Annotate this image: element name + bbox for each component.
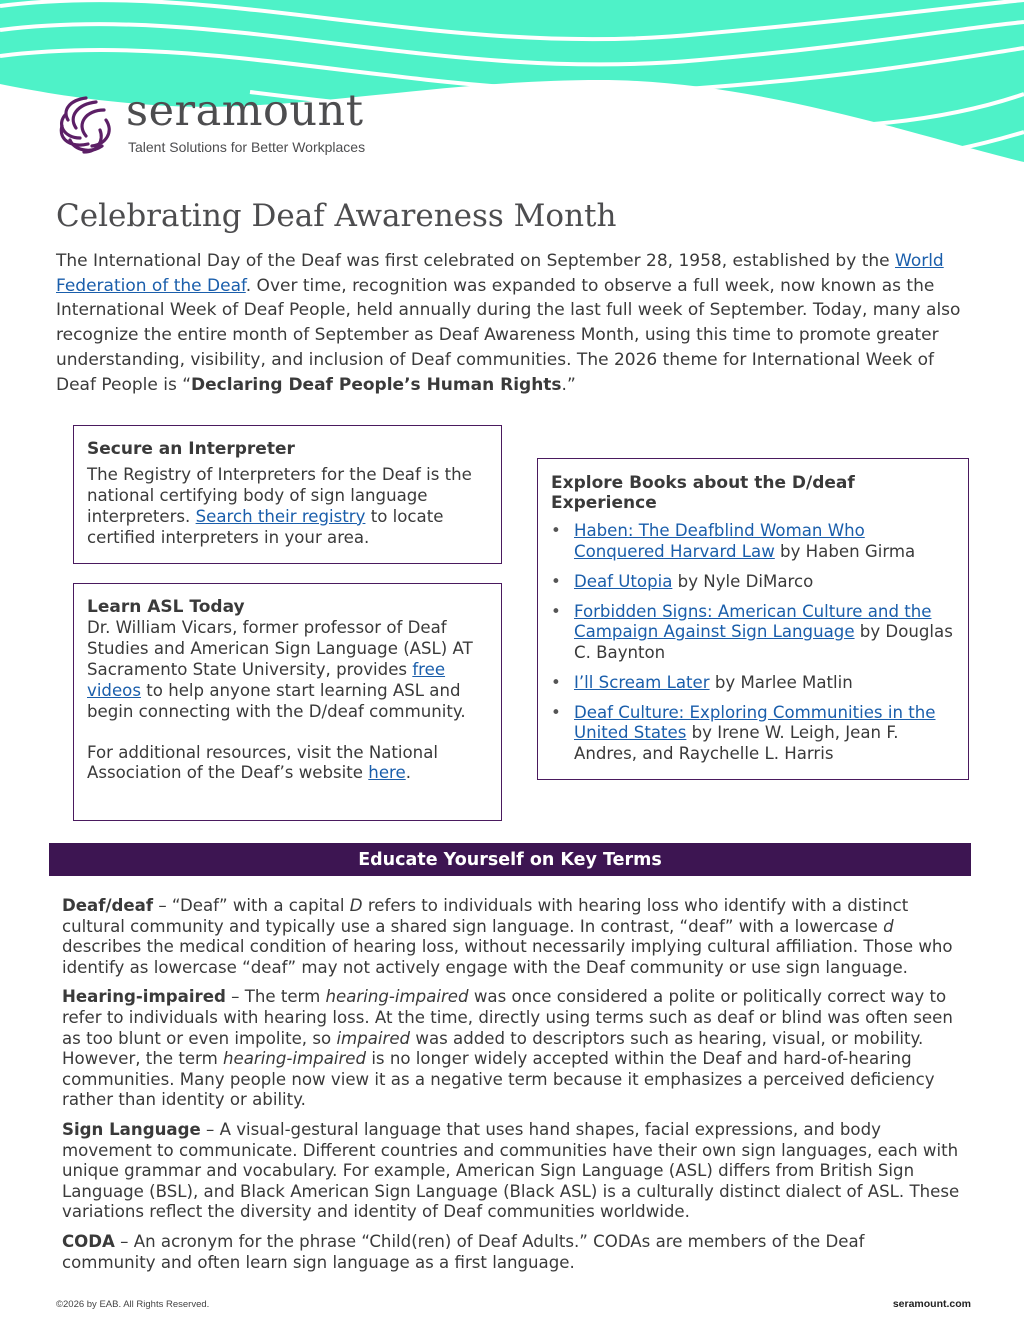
asl-text-part: Dr. William Vicars, former professor of Deaf Studies and American Sign Language (ASL) AT Sacramento State University, provides bbox=[87, 618, 473, 679]
term-name: CODA bbox=[62, 1231, 115, 1251]
term-text: – “Deaf” with a capital bbox=[153, 896, 350, 915]
asl-heading: Learn ASL Today bbox=[87, 597, 245, 617]
term-text: impaired bbox=[336, 1028, 411, 1048]
intro-text: . Over time, recognition was expanded to observe a full week, now known as the International Week of Deaf People, held annually during the last full week of September. Today, many also recognize the entire month of September as Deaf Awareness Month, using this time to promote greater understanding, visibility, and inclusion of Deaf communities. The 2026 theme for International Week of Deaf People is “ bbox=[56, 275, 961, 395]
free-videos-link[interactable]: free videos bbox=[87, 659, 446, 700]
list-item bbox=[551, 521, 958, 562]
term-text: D bbox=[349, 896, 363, 915]
term-deaf bbox=[62, 896, 962, 978]
intro-paragraph bbox=[56, 249, 968, 397]
term-text: hearing-impaired bbox=[223, 1049, 367, 1069]
interpreter-box bbox=[73, 425, 502, 564]
term-text: was added to descriptors such as hearing, visual, or mobility. However, the term bbox=[62, 1028, 924, 1069]
footer-copyright: ©2026 by EAB. All Rights Reserved. bbox=[56, 1299, 210, 1310]
term-hearing-impaired bbox=[62, 987, 962, 1111]
book-author: by Irene W. Leigh, Jean F. Andres, and Raychelle L. Harris bbox=[574, 723, 899, 763]
asl-box bbox=[73, 583, 502, 821]
term-text: – A visual-gestural language that uses hand shapes, facial expressions, and body movement to communicate. Different countries and communities have their own sign languages, each with unique grammar and vocabulary. For example, American Sign Language (ASL) differs from British Sign Language (BSL), and Black American Sign Language (Black ASL) is a culturally distinct dialect of ASL. These variations reflect the diversity and identity of Deaf communities worldwide. bbox=[62, 1119, 960, 1222]
book-link[interactable]: I’ll Scream Later bbox=[574, 672, 710, 692]
interpreter-text-part: The Registry of Interpreters for the Deaf is the national certifying body of sign language interpreters. bbox=[87, 465, 472, 526]
world-federation-link[interactable]: World Federation of the Deaf bbox=[56, 251, 944, 296]
term-name: Hearing-impaired bbox=[62, 987, 226, 1007]
term-text: – An acronym for the phrase “Child(ren) of Deaf Adults.” CODAs are members of the Deaf community and often learn sign language as a first language. bbox=[62, 1231, 865, 1272]
term-text: refers to individuals with hearing loss who identify with a distinct cultural community and typically use a shared sign language. In contrast, “deaf” with a lowercase bbox=[62, 896, 909, 936]
seramount-logo bbox=[56, 86, 456, 156]
interpreter-text-part: to locate certified interpreters in your area. bbox=[87, 506, 444, 547]
book-author: by Nyle DiMarco bbox=[672, 571, 814, 591]
key-terms-section bbox=[62, 896, 962, 1282]
asl-text-part: to help anyone start learning ASL and begin connecting with the D/deaf community. bbox=[87, 680, 466, 721]
book-author: by Douglas C. Baynton bbox=[574, 622, 953, 662]
term-text: – The term bbox=[225, 987, 326, 1007]
intro-text: .” bbox=[561, 374, 576, 395]
list-item bbox=[551, 673, 958, 694]
list-item bbox=[551, 572, 958, 593]
book-author: by Marlee Matlin bbox=[709, 672, 853, 692]
term-text: describes the medical condition of hearing loss, without necessarily implying cultural affiliation. Those who identify as lowercase “deaf” may not actively engage with the Deaf community or use sign language. bbox=[62, 937, 953, 977]
book-author: by Haben Girma bbox=[774, 541, 916, 561]
term-text: hearing-impaired bbox=[325, 987, 469, 1007]
term-name: Deaf/deaf bbox=[62, 896, 154, 915]
term-name: Sign Language bbox=[62, 1119, 201, 1139]
book-link[interactable]: Haben: The Deafblind Woman Who Conquered Harvard Law bbox=[574, 521, 865, 561]
seramount-logo-icon bbox=[56, 94, 114, 156]
search-registry-link[interactable]: Search their registry bbox=[195, 506, 366, 526]
asl-resources-part: . bbox=[405, 763, 411, 783]
key-terms-banner: Educate Yourself on Key Terms bbox=[49, 843, 971, 876]
book-link[interactable]: Forbidden Signs: American Culture and the Campaign Against Sign Language bbox=[574, 601, 932, 641]
asl-text bbox=[87, 618, 489, 723]
interpreter-text bbox=[87, 465, 489, 549]
interpreter-heading: Secure an Interpreter bbox=[87, 439, 295, 459]
term-sign-language bbox=[62, 1120, 962, 1223]
intro-text: The International Day of the Deaf was first celebrated on September 28, 1958, established by the bbox=[56, 251, 895, 271]
footer-site: seramount.com bbox=[892, 1298, 971, 1310]
term-text: is no longer widely accepted within the Deaf and hard-of-hearing communities. Many people now view it as a negative term because it emphasizes a perceived deficiency rather than identity or ability. bbox=[62, 1049, 935, 1110]
logo-wordmark: seramount bbox=[126, 86, 364, 136]
term-coda bbox=[62, 1232, 962, 1273]
books-list bbox=[551, 521, 958, 764]
term-text: d bbox=[883, 916, 894, 936]
nad-here-link[interactable]: here bbox=[368, 763, 406, 783]
list-item bbox=[551, 703, 958, 765]
theme-text: Declaring Deaf People’s Human Rights bbox=[191, 374, 562, 395]
books-heading: Explore Books about the D/deaf Experience bbox=[551, 473, 855, 513]
list-item bbox=[551, 602, 958, 664]
asl-resources-part: For additional resources, visit the National Association of the Deaf’s website bbox=[87, 742, 438, 783]
asl-resources-text bbox=[87, 743, 489, 785]
book-link[interactable]: Deaf Utopia bbox=[574, 571, 673, 591]
book-link[interactable]: Deaf Culture: Exploring Communities in the United States bbox=[574, 702, 936, 742]
page-title: Celebrating Deaf Awareness Month bbox=[56, 198, 617, 234]
logo-tagline: Talent Solutions for Better Workplaces bbox=[128, 139, 366, 155]
books-box bbox=[537, 458, 969, 780]
term-text: was once considered a polite or politically correct way to refer to individuals with hearing loss. At the time, directly using terms such as deaf or blind was often seen as too blunt or even impolite, so bbox=[62, 987, 953, 1048]
